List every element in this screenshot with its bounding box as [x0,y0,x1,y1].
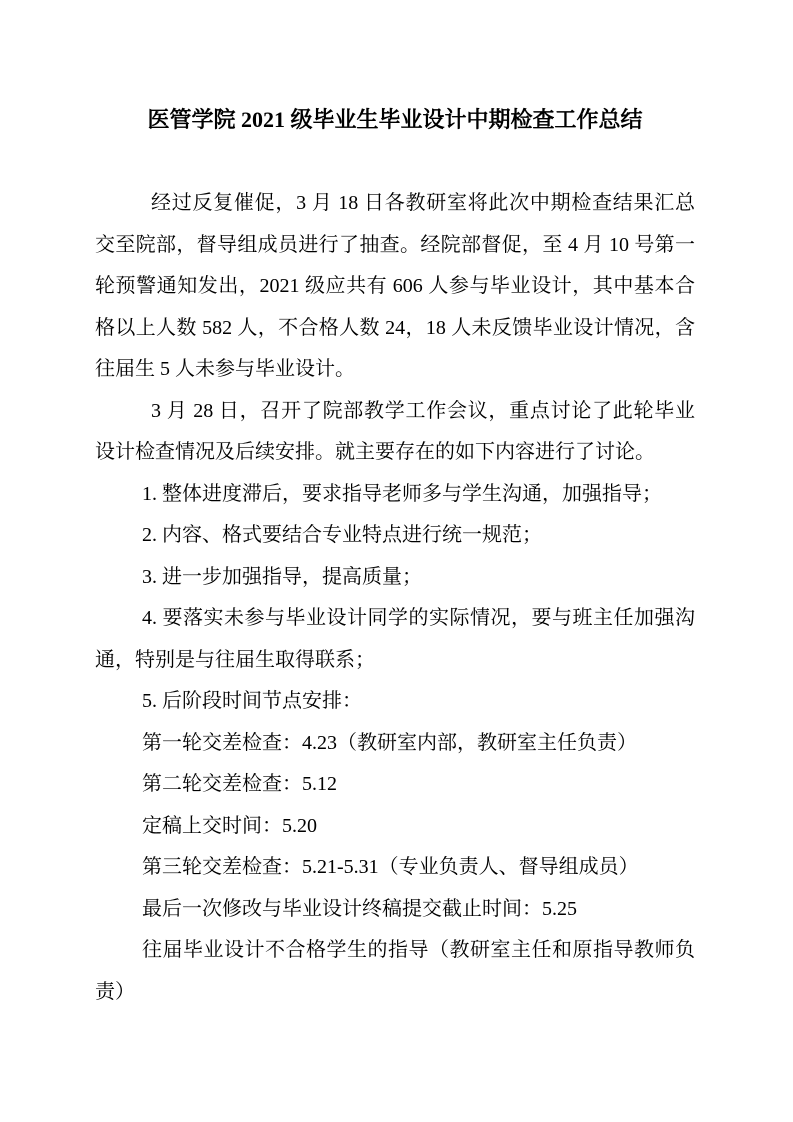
paragraph-1: 经过反复催促，3 月 18 日各教研室将此次中期检查结果汇总交至院部，督导组成员进行了抽查。经院部督促，至 4 月 10 号第一轮预警通知发出，2021 级应共有 606 人参与毕业设计，其中基本合格以上人数 582 人，不合格人数 24，18 人未反馈毕业设计情况，含往届生 5 人未参与毕业设计。 [95,192,695,380]
paragraph-4: 2. 内容、格式要结合专业特点进行统一规范； [142,524,542,546]
document-body [95,183,695,1013]
paragraph-9: 第二轮交差检查：5.12 [142,773,337,795]
paragraph-5: 3. 进一步加强指导，提高质量； [142,565,422,588]
paragraph-6: 4. 要落实未参与毕业设计同学的实际情况，要与班主任加强沟通，特别是与往届生取得联系； [95,607,695,671]
paragraph-13: 往届毕业设计不合格学生的指导（教研室主任和原指导教师负责） [95,939,695,1003]
document-title: 医管学院 2021 级毕业生毕业设计中期检查工作总结 [147,107,643,132]
paragraph-8: 第一轮交差检查：4.23（教研室内部，教研室主任负责） [142,731,637,754]
paragraph-11: 第三轮交差检查：5.21-5.31（专业负责人、督导组成员） [142,856,639,878]
paragraph-7: 5. 后阶段时间节点安排： [142,690,362,712]
document-content [95,99,695,1013]
paragraph-3: 1. 整体进度滞后，要求指导老师多与学生沟通，加强指导； [142,482,662,505]
paragraph-10: 定稿上交时间：5.20 [142,814,317,837]
paragraph-12: 最后一次修改与毕业设计终稿提交截止时间：5.25 [142,897,577,920]
paragraph-2: 3 月 28 日，召开了院部教学工作会议，重点讨论了此轮毕业设计检查情况及后续安排。就主要存在的如下内容进行了讨论。 [95,399,695,463]
